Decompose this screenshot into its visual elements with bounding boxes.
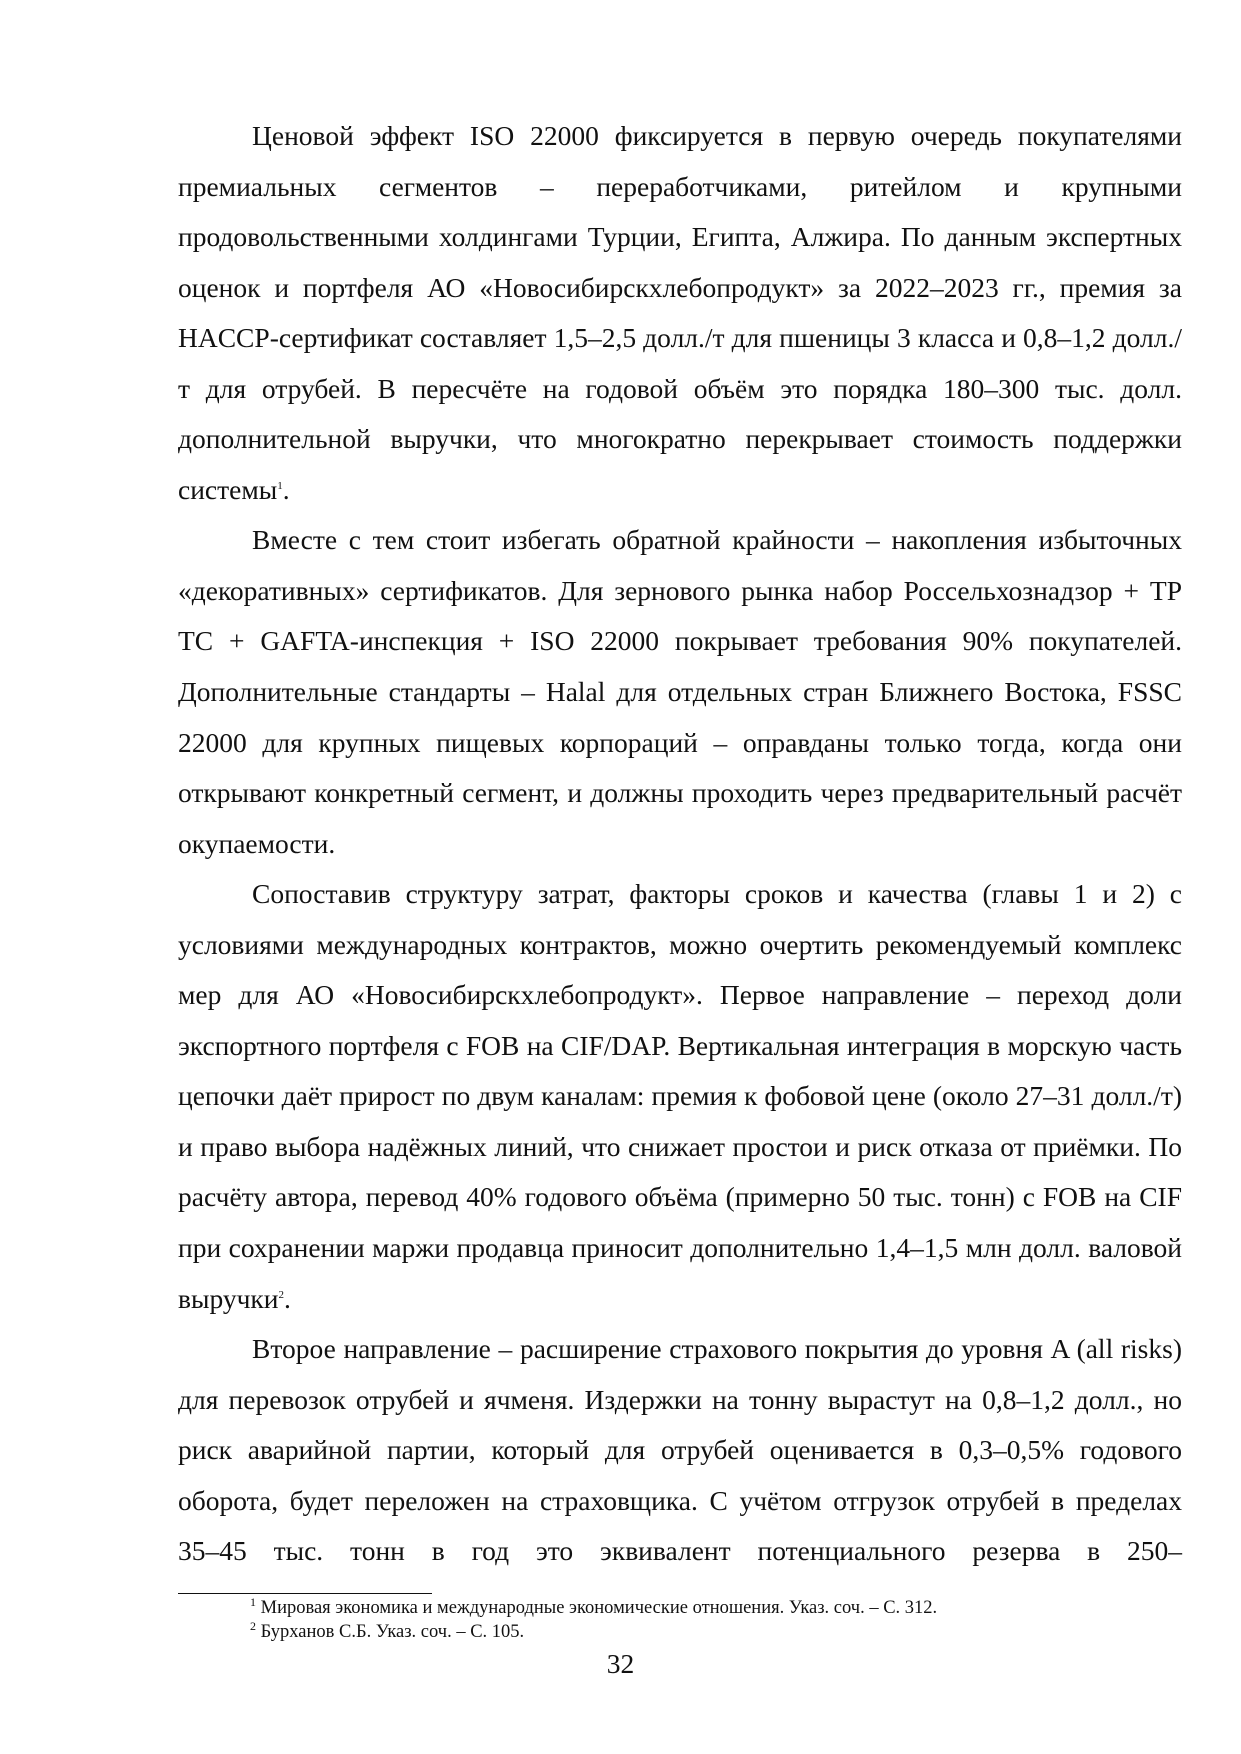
footnote-text: Бурханов С.Б. Указ. соч. – С. 105. xyxy=(260,1622,525,1642)
paragraph-tail: . xyxy=(282,473,290,505)
paragraph-second-direction xyxy=(178,1324,1182,1577)
footnote-2 xyxy=(250,1620,1180,1644)
paragraph-price-effect xyxy=(178,111,1182,515)
paragraph-text: Второе направление – расширение страхового покрытия до уровня A (all risks) для перевозок отрубей и ячменя. Издержки на тонну вырастут на 0,8–1,2 долл., но риск аварийной партии, который для отрубей оценивается в 0,3–0,5% годового оборота, будет переложен на страховщика. С учётом отгрузок отрубей в пределах 35–45 тыс. тонн в год это эквивалент потенциального резерва в 250– xyxy=(178,1333,1182,1567)
footnote-reference[interactable]: 2 xyxy=(278,1288,285,1301)
footnote-1 xyxy=(250,1596,1180,1620)
footnote-reference[interactable]: 1 xyxy=(277,479,283,492)
footnote-separator xyxy=(178,1593,432,1594)
paragraph-text: Вместе с тем стоит избегать обратной крайности – накопления избыточных «декоративных» сертификатов. Для зернового рынка набор Россельхознадзор + ТР ТС + GAFTA-инспекция + ISO 22000 покрывает требования 90% покупателей. Дополнительные стандарты – Halal для отдельных стран Ближнего Востока, FSSC 22000 для крупных пищевых корпораций – оправданы только тогда, когда они открывают конкретный сегмент, и должны проходить через предварительный расчёт окупаемости. xyxy=(178,524,1182,859)
footnote-number: 1 xyxy=(250,1594,256,1609)
footnotes xyxy=(250,1596,1180,1644)
paragraph-text: Сопоставив структуру затрат, факторы сроков и качества (главы 1 и 2) с условиями международных контрактов, можно очертить рекомендуемый комплекс мер для АО «Новосибирскхлебопродукт». Первое направление – переход доли экспортного портфеля с FOB на CIF/DAP. Вертикальная интеграция в морскую часть цепочки даёт прирост по двум каналам: премия к фобовой цене (около 27–31 долл./т) и право выбора надёжных линий, что снижает простои и риск отказа от приёмки. По расчёту автора, перевод 40% годового объёма (примерно 50 тыс. тонн) с FOB на CIF при сохранении маржи продавца приносит дополнительно 1,4–1,5 млн долл. валовой выручки xyxy=(178,878,1182,1314)
paragraph-text: Ценовой эффект ISO 22000 фиксируется в первую очередь покупателями премиальных сегментов – переработчиками, ритейлом и крупными продовольственными холдингами Турции, Египта, Алжира. По данным экспертных оценок и портфеля АО «Новосибирскхлебопродукт» за 2022–2023 гг., премия за HACCP-сертификат составляет 1,5–2,5 долл./т для пшеницы 3 класса и 0,8–1,2 долл./т для отрубей. В пересчёте на годовой объём это порядка 180–300 тыс. долл. дополнительной выручки, что многократно перекрывает стоимость поддержки системы xyxy=(178,120,1182,505)
page-number: 32 xyxy=(606,1648,635,1679)
footnote-text: Мировая экономика и международные экономические отношения. Указ. соч. – С. 312. xyxy=(260,1598,938,1618)
paragraph-tail: . xyxy=(284,1282,291,1314)
paragraph-first-direction xyxy=(178,869,1182,1324)
footnote-number: 2 xyxy=(250,1618,256,1633)
paragraph-certificates xyxy=(178,515,1182,869)
body-text xyxy=(178,111,1182,1577)
